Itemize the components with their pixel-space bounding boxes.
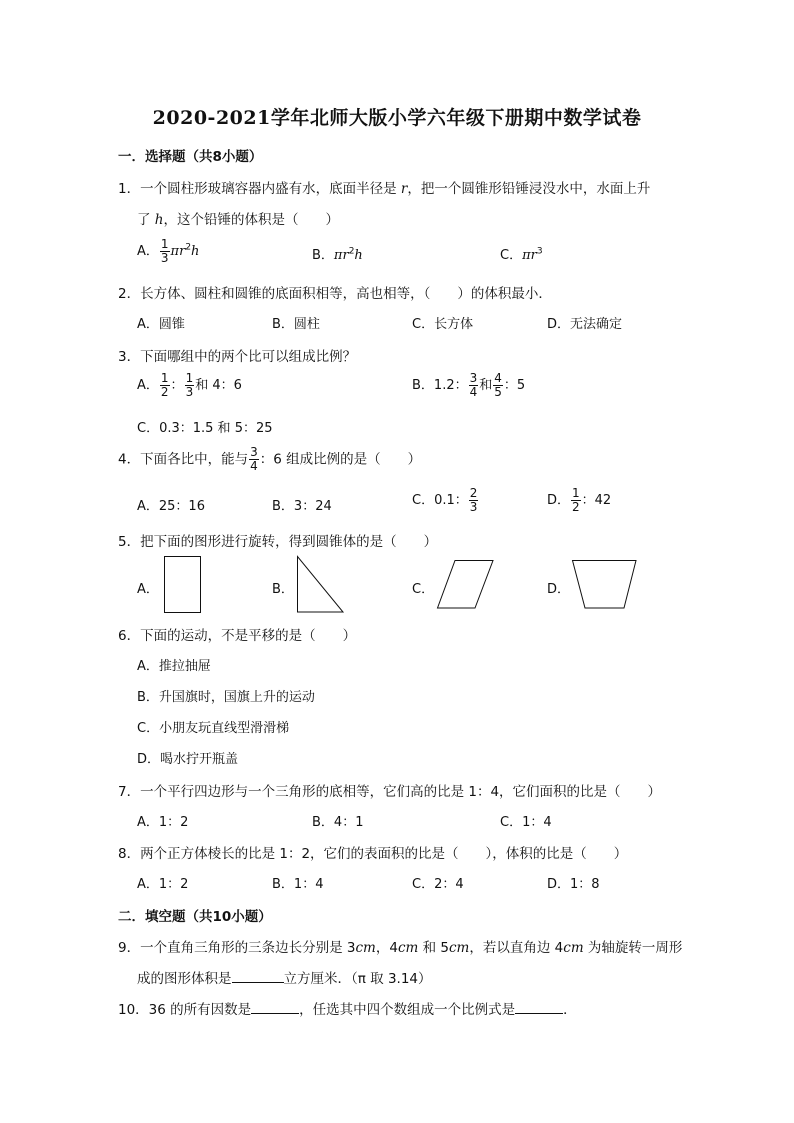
fraction-denominator: 4	[469, 385, 478, 399]
option-text: 和 4：6	[195, 378, 242, 393]
q6-option-c[interactable]: C．小朋友玩直线型滑滑梯	[137, 721, 290, 736]
fraction	[469, 487, 479, 514]
unit: cm	[563, 940, 584, 956]
answer-blank[interactable]	[251, 1013, 299, 1014]
fraction-numerator: 1	[160, 237, 169, 251]
q3-option-a[interactable]	[137, 372, 242, 399]
q10-text: ．	[563, 1002, 577, 1018]
fraction-denominator: 3	[469, 500, 478, 514]
option-label: B．1.2：	[412, 378, 468, 393]
fraction	[469, 372, 479, 399]
option-label: A．	[137, 244, 159, 259]
fraction	[160, 372, 170, 399]
q4-option-a[interactable]: A．25：16	[137, 499, 205, 514]
q9-text: 9．一个直角三角形的三条边长分别是 3	[118, 940, 356, 956]
unit: cm	[397, 940, 419, 956]
q8-option-c[interactable]: C．2：4	[412, 877, 464, 892]
fraction-denominator: 2	[572, 500, 580, 514]
q8-option-a[interactable]: A．1：2	[137, 877, 189, 892]
question-5: 5．把下面的图形进行旋转，得到圆锥体的是（ ）	[118, 534, 438, 550]
parallelogram-figure	[437, 560, 495, 610]
fraction	[185, 372, 195, 399]
unit: cm	[355, 940, 376, 956]
option-label: A．	[137, 378, 159, 393]
q4-text: 4．下面各比中，能与	[118, 451, 249, 468]
q1-var-r: r	[400, 181, 408, 197]
option-text: 和	[479, 378, 493, 393]
answer-blank[interactable]	[515, 1013, 563, 1014]
right-triangle-figure	[297, 556, 345, 614]
formula: πr	[333, 248, 349, 263]
question-1-line1	[118, 177, 650, 197]
formula-var: h	[354, 248, 363, 263]
q5-option-c-label[interactable]: C．	[412, 582, 435, 597]
q10-text: ，任选其中四个数组成一个比例式是	[299, 1002, 516, 1018]
q1-var-h: h	[154, 212, 164, 228]
option-text: ：5	[503, 378, 526, 393]
ratio-sign: ：	[170, 378, 184, 393]
question-8: 8．两个正方体棱长的比是 1：2，它们的表面积的比是（ ），体积的比是（ ）	[118, 846, 628, 862]
section-heading-fill: 二．填空题（共10小题）	[118, 909, 272, 925]
q1-option-b[interactable]	[312, 244, 363, 263]
fraction-numerator: 4	[494, 371, 502, 385]
question-10	[118, 998, 577, 1018]
q4-option-c[interactable]	[412, 487, 479, 514]
rectangle-figure	[164, 556, 202, 614]
q7-option-b[interactable]: B．4：1	[312, 815, 364, 830]
q5-option-b-label[interactable]: B．	[272, 582, 294, 597]
formula: πr	[170, 244, 186, 259]
q7-option-c[interactable]: C．1：4	[500, 815, 552, 830]
q2-option-c[interactable]: C．长方体	[412, 317, 474, 332]
q2-option-a[interactable]: A．圆锥	[137, 317, 185, 332]
q4-text-cont: ：6 组成比例的是（ ）	[259, 451, 422, 468]
q1-option-a[interactable]	[137, 238, 199, 265]
q9-text: 成的图形体积是	[137, 971, 232, 987]
page-title: 2020-2021学年北师大版小学六年级下册期中数学试卷	[152, 107, 642, 129]
q1-text2: 了	[137, 212, 155, 228]
option-label: C．	[500, 248, 523, 263]
q9-text: ，若以直角边 4	[469, 940, 564, 956]
exponent: 3	[536, 246, 543, 257]
option-text: ：42	[581, 493, 612, 508]
question-3: 3．下面哪组中的两个比可以组成比例？	[118, 349, 357, 365]
fraction-numerator: 3	[469, 371, 478, 385]
exponent: 2	[348, 246, 355, 257]
answer-blank[interactable]	[232, 982, 284, 983]
fraction	[160, 238, 170, 265]
fraction	[571, 487, 581, 514]
q1-text-cont: ，把一个圆锥形铅锤浸没水中，水面上升	[407, 181, 651, 197]
q4-option-b[interactable]: B．3：24	[272, 499, 332, 514]
fraction-denominator: 3	[185, 385, 194, 399]
question-6: 6．下面的运动，不是平移的是（ ）	[118, 628, 357, 644]
question-1-line2	[137, 208, 339, 228]
q6-option-b[interactable]: B．升国旗时，国旗上升的运动	[137, 690, 315, 705]
question-7: 7．一个平行四边形与一个三角形的底相等，它们高的比是 1：4，它们面积的比是（ ）	[118, 784, 662, 800]
fraction	[493, 372, 503, 399]
option-label: D．	[547, 493, 571, 508]
fraction-numerator: 2	[469, 486, 478, 500]
question-9-line1	[118, 936, 682, 956]
formula-var: h	[191, 244, 200, 259]
option-label: B．	[312, 248, 334, 263]
fraction-numerator: 1	[160, 371, 169, 385]
q9-text: 和 5	[418, 940, 449, 956]
q8-option-d[interactable]: D．1：8	[547, 877, 600, 892]
q5-option-d-label[interactable]: D．	[547, 582, 571, 597]
fraction-numerator: 3	[250, 445, 258, 459]
fraction-numerator: 1	[185, 371, 194, 385]
q9-text: ，4	[375, 940, 398, 956]
q8-option-b[interactable]: B．1：4	[272, 877, 324, 892]
q6-option-d[interactable]: D．喝水拧开瓶盖	[137, 752, 239, 767]
question-9-line2	[137, 967, 432, 987]
q9-text: 为轴旋转一周形	[583, 940, 683, 956]
q9-text: 立方厘米．（π 取 3.14）	[283, 971, 432, 987]
q10-text: 10．36 的所有因数是	[118, 1002, 252, 1018]
q3-option-b[interactable]	[412, 372, 525, 399]
fraction	[249, 446, 259, 473]
q7-option-a[interactable]: A．1：2	[137, 815, 189, 830]
fraction-denominator: 5	[494, 385, 502, 399]
q1-option-c[interactable]	[500, 244, 543, 263]
q6-option-a[interactable]: A．推拉抽屉	[137, 659, 211, 674]
fraction-denominator: 3	[160, 251, 169, 265]
q5-option-a-label[interactable]: A．	[137, 582, 159, 597]
question-4	[118, 446, 421, 473]
q3-option-c[interactable]: C．0.3：1.5 和 5：25	[137, 421, 273, 436]
q1-text2-cont: ，这个铅锤的体积是（ ）	[163, 212, 339, 228]
option-label: C．0.1：	[412, 493, 468, 508]
formula: πr	[522, 248, 537, 263]
fraction-denominator: 4	[250, 459, 258, 473]
q2-option-d[interactable]: D．无法确定	[547, 317, 623, 332]
unit: cm	[449, 940, 470, 956]
fraction-numerator: 1	[572, 486, 580, 500]
fraction-denominator: 2	[160, 385, 169, 399]
question-2: 2．长方体、圆柱和圆锥的底面积相等，高也相等，（ ）的体积最小．	[118, 286, 552, 302]
q1-text: 1．一个圆柱形玻璃容器内盛有水，底面半径是	[118, 181, 401, 197]
trapezoid-figure	[572, 560, 638, 610]
section-heading-choice: 一．选择题（共8小题）	[118, 149, 263, 165]
q2-option-b[interactable]: B．圆柱	[272, 317, 320, 332]
q4-option-d[interactable]	[547, 487, 611, 514]
exponent: 2	[185, 242, 192, 253]
